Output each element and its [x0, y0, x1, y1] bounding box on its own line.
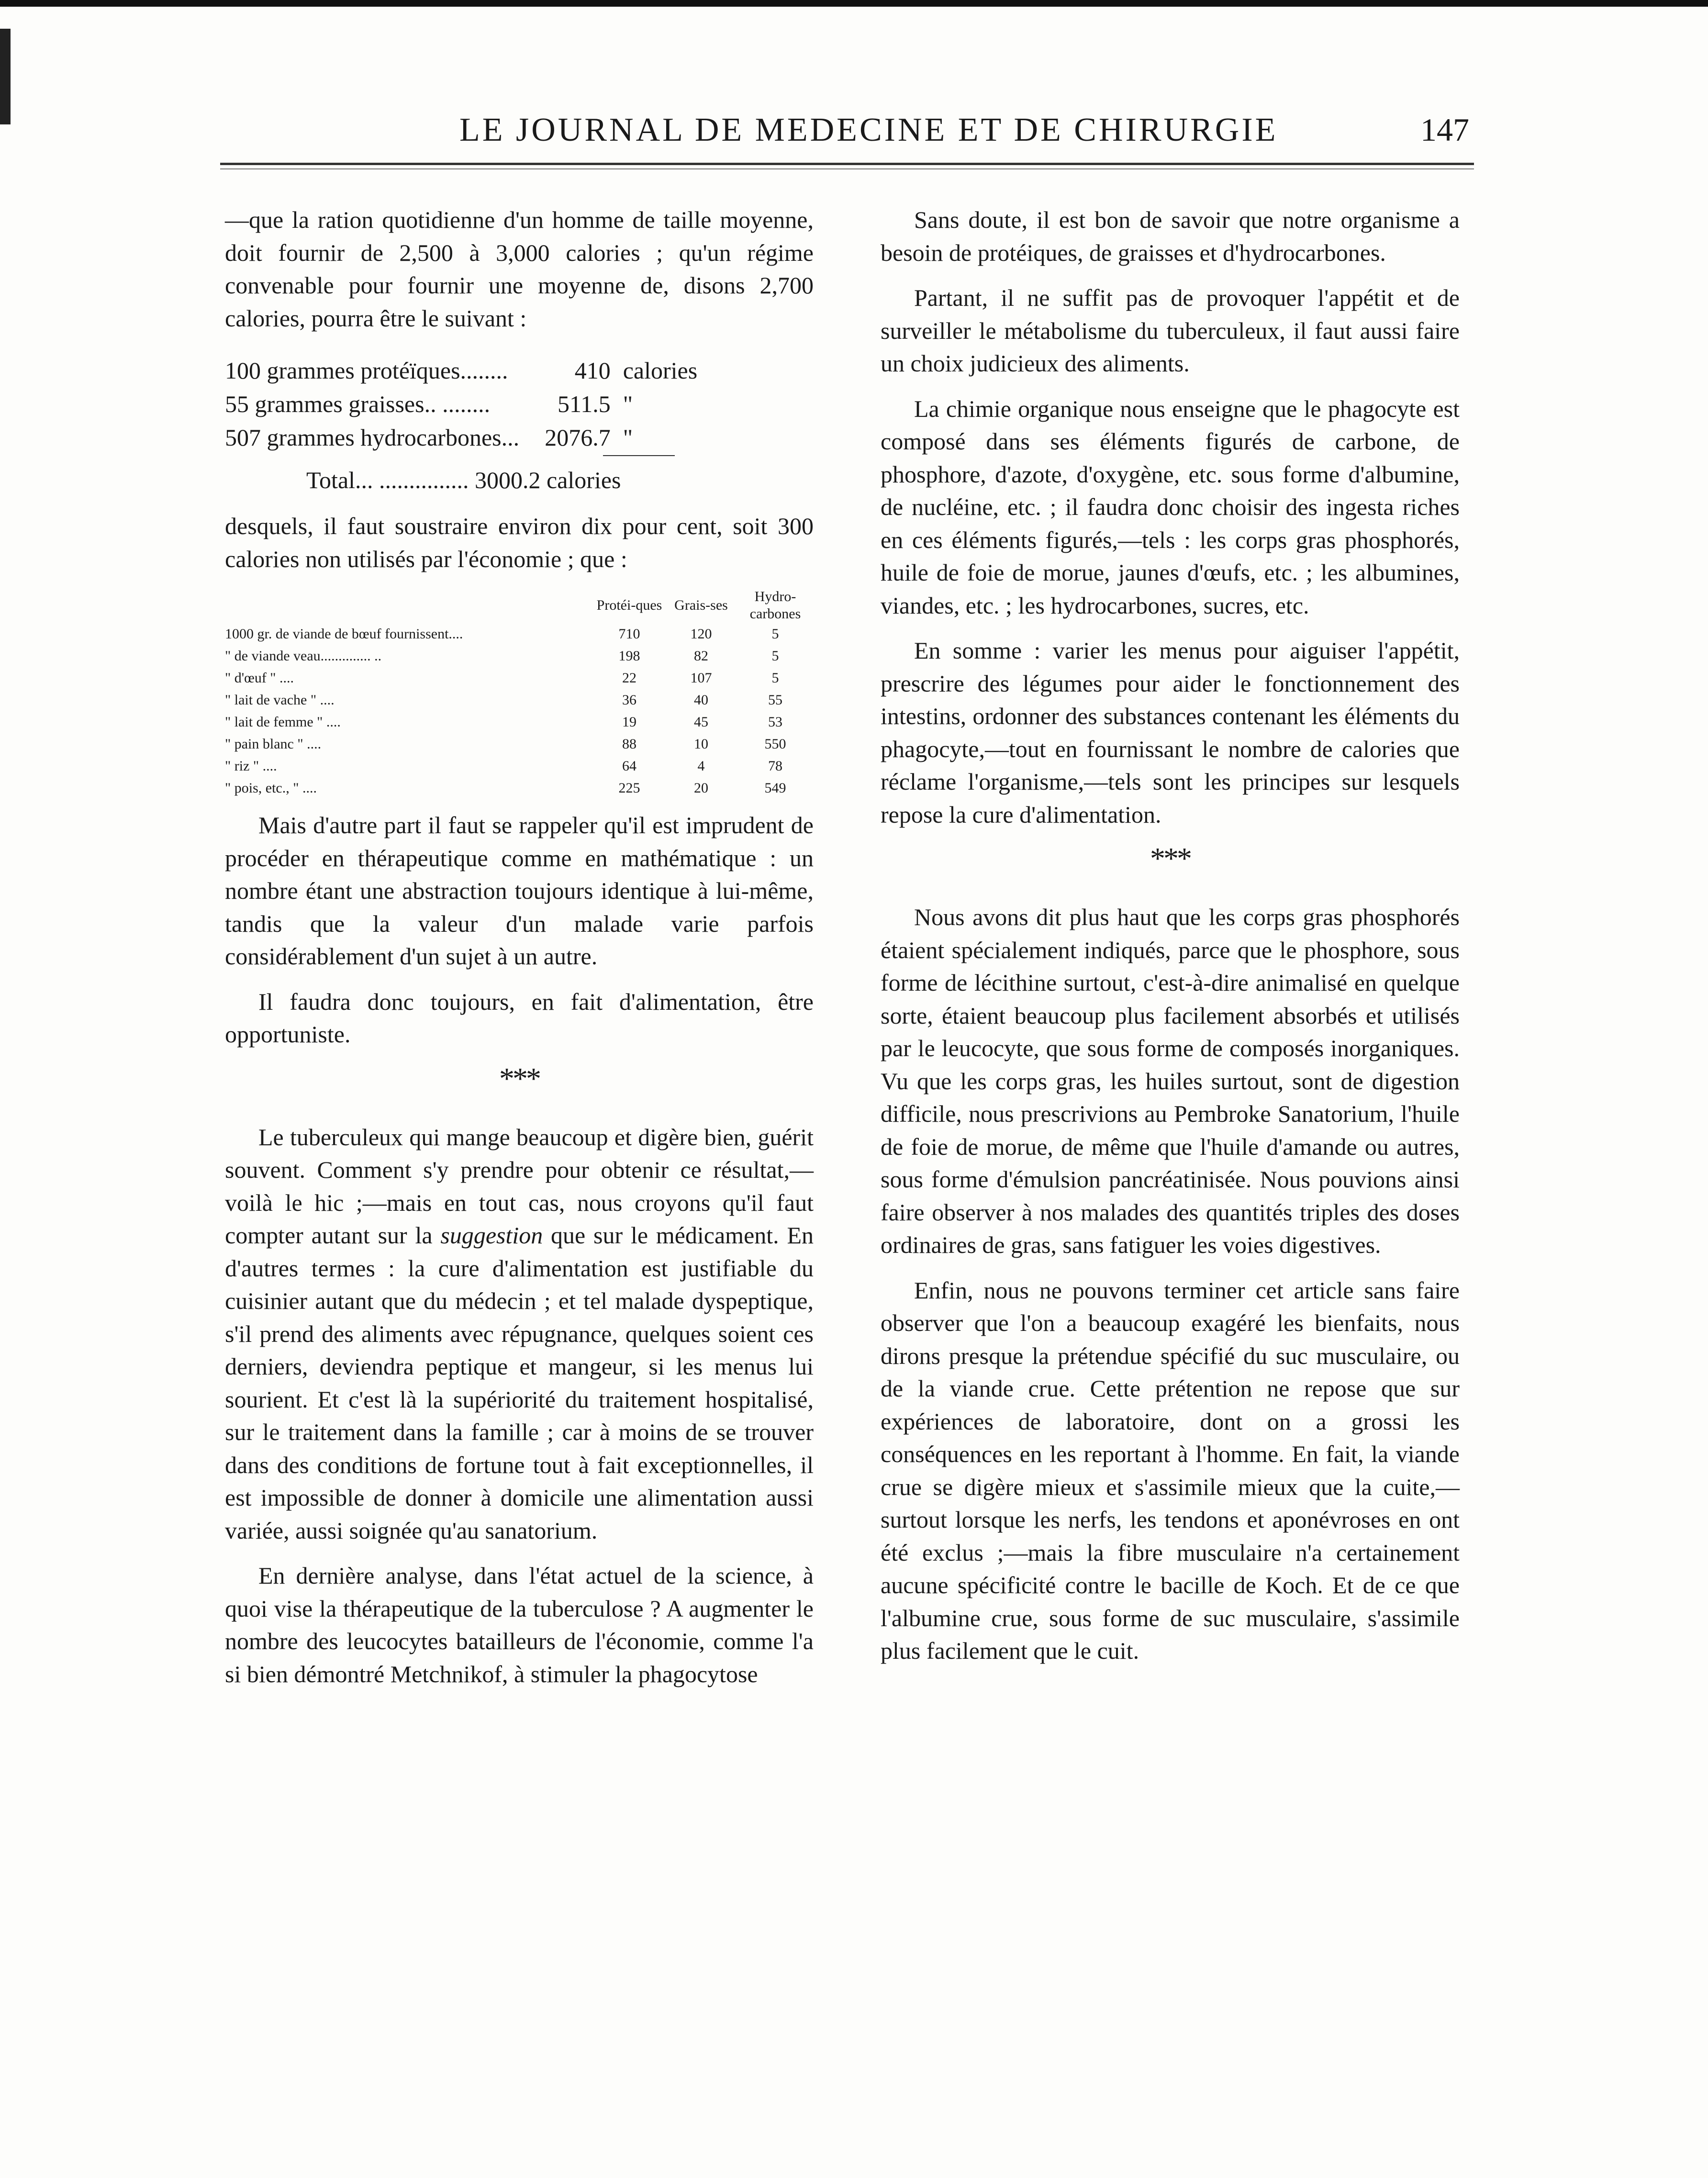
food-name: " riz " ....: [225, 758, 277, 774]
food-name: " pois, etc., " ....: [225, 780, 317, 796]
food-name: " lait de femme " ....: [225, 714, 341, 730]
fat-value: 107: [690, 670, 712, 686]
food-name: 1000 gr. de viande de bœuf fournissent....: [225, 626, 463, 642]
calorie-label: 55 grammes graisses.. ........: [225, 391, 491, 417]
calorie-value: 511.5: [558, 391, 611, 417]
table-header-row: [225, 588, 814, 623]
food-name: " lait de vache " ....: [225, 692, 335, 708]
fat-value: 20: [694, 780, 708, 796]
table-row: [225, 667, 814, 689]
fat-value: 4: [697, 758, 705, 774]
protein-value: 64: [622, 758, 636, 774]
table-row: [225, 777, 814, 799]
paragraph: [225, 1121, 814, 1547]
paragraph: En somme : varier les menus pour aiguiser l'appétit, prescrire des légumes pour aider le fonctionnement des intestins, ordonner des substances contenant les éléments du phagocyte,—tout en fournissant le nombre de calories que réclame l'organisme,—tels sont les principes sur lesquels repose la cure d'alimentation.: [881, 637, 1460, 828]
calorie-row: [225, 387, 703, 421]
right-column: [881, 203, 1460, 1680]
paragraph: Enfin, nous ne pouvons terminer cet article sans faire observer que l'on a beaucoup exagéré les bienfaits, nous dirons presque la prétendue spécifié du suc musculaire, ou de la viande crue. Cette prétention ne repose que sur expériences de laboratoire, dont on a grossi les conséquences en les reportant à l'homme. En fait, la viande crue se digère mieux et s'assimile mieux que la cuite,—surtout lorsque les nerfs, les tendons et aponévroses en ont été exclus ;—mais la fibre musculaire n'a certainement aucune spécificité contre le bacille de Koch. Et de ce que l'albumine crue, sous forme de suc musculaire, s'assimile plus facilement que le cuit.: [881, 1276, 1460, 1664]
carb-value: 5: [771, 648, 779, 664]
text-run: Le tuberculeux qui mange beaucoup et digère bien, guérit souvent. Comment s'y prendre pour obtenir ce résultat,—voilà le hic ;—mais en tout cas, nous croyons qu'il faut compter autant sur la: [225, 1123, 814, 1249]
calorie-row: [225, 354, 703, 387]
paragraph: En dernière analyse, dans l'état actuel de la science, à quoi vise la thérapeutique de la tuberculose ? A augmenter le nombre des leucocytes batailleurs de l'économie, comme l'a si bien démontré Metchnikof, à stimuler la phagocytose: [225, 1562, 814, 1687]
paragraph: Mais d'autre part il faut se rappeler qu'il est imprudent de procéder en thérapeutique comme en mathématique : un nombre étant une abstraction toujours identique à lui-même, tandis que la valeur d'un malade varie parfois considérablement d'un sujet à un autre.: [225, 812, 814, 970]
paragraph: Partant, il ne suffit pas de provoquer l'appétit et de surveiller le métabolisme du tuberculeux, il faut aussi faire un choix judicieux des aliments.: [881, 284, 1460, 377]
protein-value: 22: [622, 670, 636, 686]
table-row: [225, 755, 814, 777]
food-name: " pain blanc " ....: [225, 736, 322, 752]
section-divider-stars: ***: [499, 1061, 539, 1095]
total-separator: [603, 455, 675, 456]
scan-edge-mark: [0, 29, 11, 124]
carb-value: 550: [764, 736, 786, 752]
carb-value: 55: [768, 692, 782, 708]
paragraph: Nous avons dit plus haut que les corps gras phosphorés étaient spécialement indiqués, parce que le phosphore, sous forme de lécithine surtout, c'est-à-dire animalisé en quelque sorte, étaient beaucoup plus facilement absorbés et utilisés par le leucocyte, que sous forme de composés inorganiques. Vu que les corps gras, les huiles surtout, sont de digestion difficile, nous prescrivions au Pembroke Sanatorium, l'huile de foie de morue, de même que l'huile d'amande ou autres, sous forme d'émulsion pancréatinisée. Nous pouvions ainsi faire observer à nos malades des quantités triples des doses ordinaires de gras, sans fatiguer les voies digestives.: [881, 904, 1460, 1258]
fat-value: 120: [690, 626, 712, 642]
fat-value: 45: [694, 714, 708, 730]
left-column: [225, 203, 814, 1703]
page-number: 147: [1420, 112, 1469, 148]
calorie-total: [225, 459, 814, 492]
table-row: [225, 645, 814, 667]
calorie-total-text: Total... ............... 3000.2 calories: [306, 467, 621, 493]
carb-value: 5: [771, 670, 779, 686]
carb-value: 5: [771, 626, 779, 642]
paragraph: desquels, il faut soustraire environ dix pour cent, soit 300 calories non utilisés par l'économie ; que :: [225, 513, 814, 572]
emphasis: suggestion: [440, 1222, 543, 1249]
protein-value: 710: [618, 626, 640, 642]
page-header: [220, 111, 1474, 164]
calorie-row: [225, 421, 703, 454]
protein-value: 36: [622, 692, 636, 708]
food-composition-table: [225, 588, 814, 799]
header-rule-thin: [220, 168, 1474, 169]
calorie-unit: ": [623, 424, 633, 451]
fat-value: 40: [694, 692, 708, 708]
table-row: [225, 711, 814, 733]
table-row: [225, 623, 814, 645]
fat-value: 10: [694, 736, 708, 752]
header-rule: [220, 163, 1474, 165]
column-header: Hydro-carbones: [749, 589, 801, 622]
text-run: que sur le médicament. En d'autres termes : la cure d'alimentation est justifiable du cuisinier autant que du médecin ; et tel malade dyspeptique, s'il prend des aliments avec répugnance, quelques soient ces derniers, deviendra peptique et mangeur, si les menus lui sourient. Et c'est là la supériorité du traitement hospitalisé, sur le traitement dans la famille ; car à moins de se trouver dans des conditions de fortune tout à fait exceptionnelles, il est impossible de donner à domicile une alimentation aussi variée, aussi soignée qu'au sanatorium.: [225, 1222, 814, 1544]
calorie-label: 100 grammes protéïques........: [225, 357, 508, 384]
protein-value: 198: [618, 648, 640, 664]
journal-title: LE JOURNAL DE MEDECINE ET DE CHIRURGIE: [459, 112, 1278, 148]
paragraph: Il faudra donc toujours, en fait d'alimentation, être opportuniste.: [225, 988, 814, 1048]
food-name: " d'œuf " ....: [225, 670, 294, 686]
top-border: [0, 0, 1708, 7]
paragraph: Sans doute, il est bon de savoir que notre organisme a besoin de protéiques, de graisses et d'hydrocarbones.: [881, 206, 1460, 266]
column-header: Grais-ses: [674, 597, 728, 613]
protein-value: 88: [622, 736, 636, 752]
fat-value: 82: [694, 648, 708, 664]
calorie-value: 410: [574, 357, 611, 384]
calorie-unit: calories: [623, 357, 698, 384]
protein-value: 19: [622, 714, 636, 730]
food-name: " de viande veau.............. ..: [225, 648, 382, 664]
calorie-unit: ": [623, 391, 633, 417]
carb-value: 78: [768, 758, 782, 774]
section-divider-stars: ***: [1150, 841, 1190, 875]
protein-value: 225: [618, 780, 640, 796]
column-header: Protéi-ques: [596, 597, 662, 613]
carb-value: 53: [768, 714, 782, 730]
calorie-table: [225, 354, 703, 454]
carb-value: 549: [764, 780, 786, 796]
table-row: [225, 689, 814, 711]
paragraph: La chimie organique nous enseigne que le phagocyte est composé dans ses éléments figurés de carbone, de phosphore, d'azote, d'oxygène, etc. sous forme d'albumine, de nucléine, etc. ; il faudra donc choisir des ingesta riches en ces éléments figurés,—tels : les corps gras phosphorés, huile de foie de morue, jaunes d'œufs, etc. ; les albumines, viandes, etc. ; les hydrocarbones, sucres, etc.: [881, 395, 1460, 619]
calorie-label: 507 grammes hydrocarbones...: [225, 424, 520, 451]
table-row: [225, 733, 814, 755]
paragraph: —que la ration quotidienne d'un homme de taille moyenne, doit fournir de 2,500 à 3,000 calories ; qu'un régime convenable pour fournir une moyenne de, disons 2,700 calories, pourra être le suivant :: [225, 206, 814, 332]
calorie-value: 2076.7: [545, 424, 611, 451]
